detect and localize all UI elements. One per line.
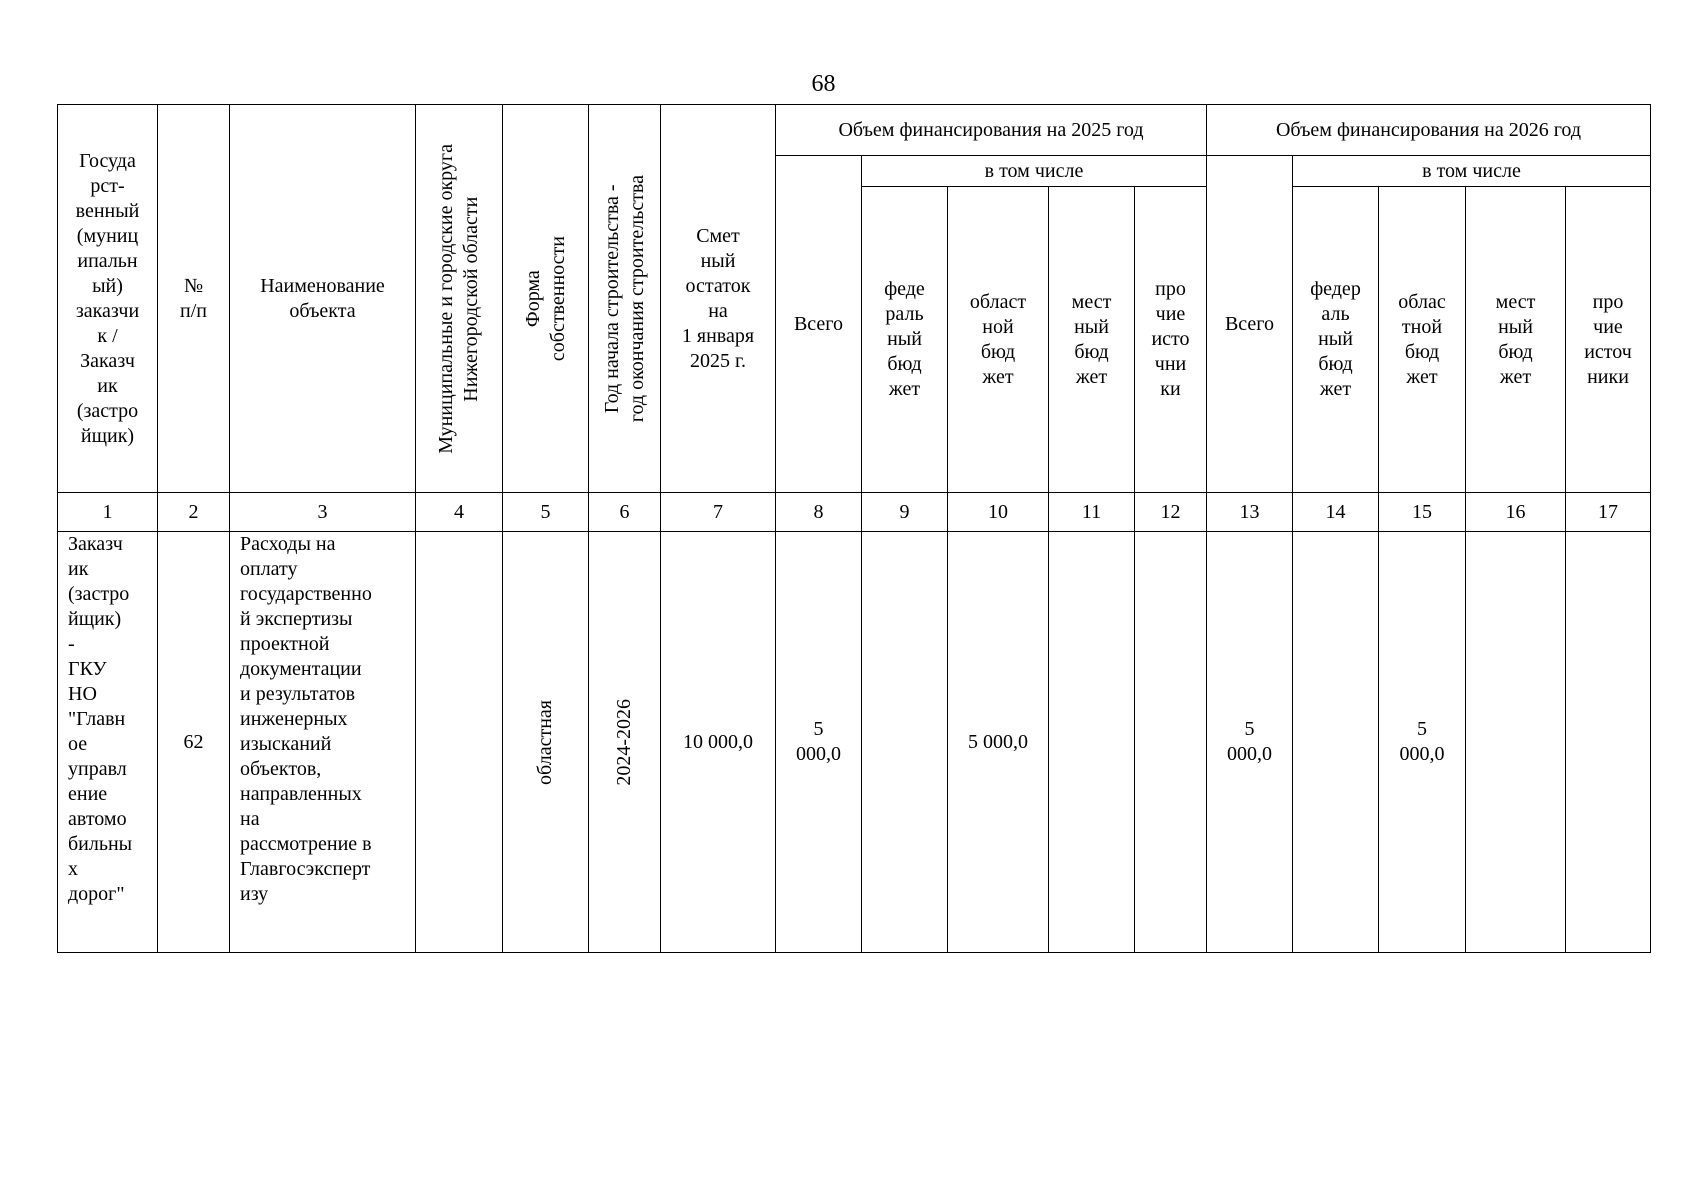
column-number-row bbox=[58, 493, 1651, 532]
header-ownership-cell bbox=[503, 105, 589, 493]
header-construction-years: Год начала строительства - год окончания строительства bbox=[600, 174, 648, 423]
cell-federal-2025 bbox=[862, 532, 948, 953]
cell-num: 62 bbox=[158, 532, 230, 953]
cell-local-2025 bbox=[1049, 532, 1135, 953]
header-total-2025: Всего bbox=[776, 156, 862, 493]
column-number: 12 bbox=[1135, 493, 1207, 532]
header-including-2026: в том числе bbox=[1293, 156, 1651, 187]
header-ownership: Форма собственности bbox=[521, 235, 569, 362]
cell-construction-years: 2024-2026 bbox=[613, 698, 635, 786]
column-number: 10 bbox=[948, 493, 1049, 532]
column-number: 6 bbox=[589, 493, 661, 532]
column-number: 7 bbox=[661, 493, 776, 532]
column-number: 13 bbox=[1207, 493, 1293, 532]
cell-object-name: Расходы на оплату государственно й экспертизы проектной документации и результатов инженерных изысканий объектов, направленных на рассмотрение в Главгосэксперт изу bbox=[230, 532, 416, 953]
column-number: 14 bbox=[1293, 493, 1379, 532]
table-row bbox=[58, 532, 1651, 953]
cell-ownership-cell bbox=[503, 532, 589, 953]
header-row-top bbox=[58, 105, 1651, 156]
cell-total-2025: 5 000,0 bbox=[776, 532, 862, 953]
cell-customer: Заказч ик (застро йщик) - ГКУ НО "Главн ое управл ение автомо бильны х дорог" bbox=[58, 532, 158, 953]
header-federal-2026: федер аль ный бюд жет bbox=[1293, 187, 1379, 493]
header-funding-2025: Объем финансирования на 2025 год bbox=[776, 105, 1207, 156]
header-municipality: Муниципальные и городские округа Нижегородской области bbox=[435, 143, 482, 454]
cell-regional-2026: 5 000,0 bbox=[1379, 532, 1466, 953]
header-estimated-balance: Смет ный остаток на 1 января 2025 г. bbox=[661, 105, 776, 493]
cell-other-2026 bbox=[1566, 532, 1651, 953]
column-number: 5 bbox=[503, 493, 589, 532]
cell-estimated-balance: 10 000,0 bbox=[661, 532, 776, 953]
column-number: 1 bbox=[58, 493, 158, 532]
cell-regional-2025: 5 000,0 bbox=[948, 532, 1049, 953]
column-number: 17 bbox=[1566, 493, 1651, 532]
cell-local-2026 bbox=[1466, 532, 1566, 953]
header-local-2025: мест ный бюд жет bbox=[1049, 187, 1135, 493]
header-num: № п/п bbox=[158, 105, 230, 493]
header-object-name: Наименование объекта bbox=[230, 105, 416, 493]
header-funding-2026: Объем финансирования на 2026 год bbox=[1207, 105, 1651, 156]
column-number: 3 bbox=[230, 493, 416, 532]
column-number: 16 bbox=[1466, 493, 1566, 532]
header-regional-2026: облас тной бюд жет bbox=[1379, 187, 1466, 493]
header-customer: Госуда рст- венный (муниц ипальн ый) заказчи к / Заказч ик (застро йщик) bbox=[58, 105, 158, 493]
cell-total-2026: 5 000,0 bbox=[1207, 532, 1293, 953]
column-number: 15 bbox=[1379, 493, 1466, 532]
header-municipality-cell bbox=[416, 105, 503, 493]
investment-table bbox=[57, 104, 1651, 953]
header-other-2025: про чие исто чни ки bbox=[1135, 187, 1207, 493]
cell-construction-years-cell bbox=[589, 532, 661, 953]
column-number: 8 bbox=[776, 493, 862, 532]
cell-other-2025 bbox=[1135, 532, 1207, 953]
header-construction-years-cell bbox=[589, 105, 661, 493]
cell-federal-2026 bbox=[1293, 532, 1379, 953]
column-number: 9 bbox=[862, 493, 948, 532]
cell-municipality bbox=[416, 532, 503, 953]
header-local-2026: мест ный бюд жет bbox=[1466, 187, 1566, 493]
header-regional-2025: област ной бюд жет bbox=[948, 187, 1049, 493]
column-number: 4 bbox=[416, 493, 503, 532]
cell-ownership: областная bbox=[534, 699, 556, 785]
header-including-2025: в том числе bbox=[862, 156, 1207, 187]
page-number: 68 bbox=[811, 71, 836, 97]
header-federal-2025: феде раль ный бюд жет bbox=[862, 187, 948, 493]
header-other-2026: про чие источ ники bbox=[1566, 187, 1651, 493]
header-total-2026: Всего bbox=[1207, 156, 1293, 493]
column-number: 2 bbox=[158, 493, 230, 532]
column-number: 11 bbox=[1049, 493, 1135, 532]
